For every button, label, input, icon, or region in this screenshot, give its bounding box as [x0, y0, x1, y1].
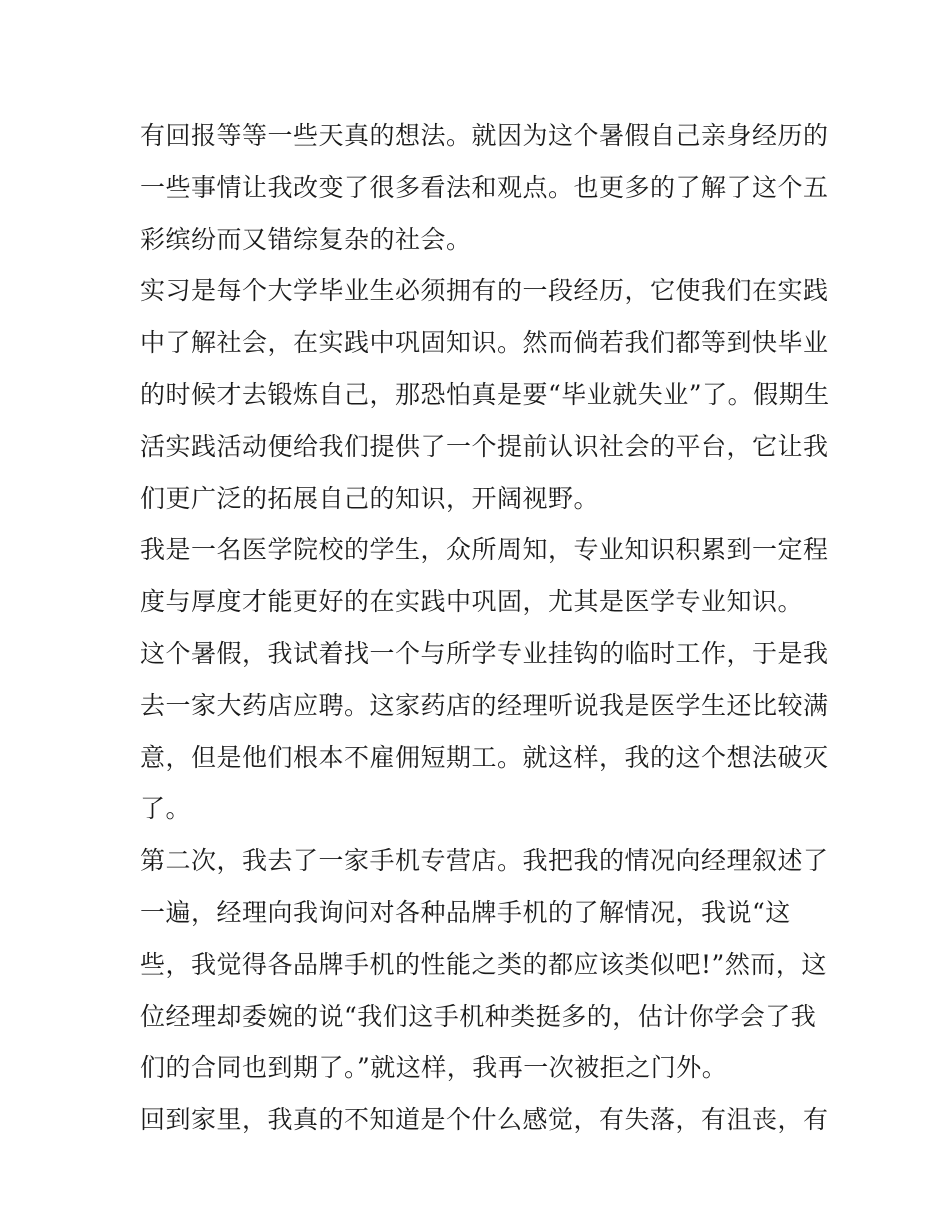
text-line: 意，但是他们根本不雇佣短期工。就这样，我的这个想法破灭	[140, 742, 829, 772]
text-line: 这个暑假，我试着找一个与所学专业挂钩的临时工作，于是我	[140, 638, 829, 668]
text-line: 位经理却委婉的说“我们这手机种类挺多的，估计你学会了我	[140, 1001, 817, 1031]
text-line: 的时候才去锻炼自己，那恐怕真是要“毕业就失业”了。假期生	[140, 379, 830, 409]
text-line: 彩缤纷而又错综复杂的社会。	[140, 224, 472, 254]
text-line: 了。	[140, 794, 192, 824]
text-line: 一些事情让我改变了很多看法和观点。也更多的了解了这个五	[140, 172, 829, 202]
text-line: 回到家里，我真的不知道是个什么感觉，有失落，有沮丧，有	[140, 1105, 829, 1135]
text-line: 中了解社会，在实践中巩固知识。然而倘若我们都等到快毕业	[140, 328, 829, 358]
text-line: 有回报等等一些天真的想法。就因为这个暑假自己亲身经历的	[140, 121, 829, 150]
text-line: 们的合同也到期了。”就这样，我再一次被拒之门外。	[140, 1053, 728, 1083]
text-line: 们更广泛的拓展自己的知识，开阔视野。	[140, 483, 600, 513]
text-line: 些，我觉得各品牌手机的性能之类的都应该类似吧!”然而，这	[140, 949, 827, 979]
text-line: 活实践活动便给我们提供了一个提前认识社会的平台，它让我	[140, 431, 829, 461]
text-line: 度与厚度才能更好的在实践中巩固，尤其是医学专业知识。	[140, 587, 804, 617]
text-line: 第二次，我去了一家手机专营店。我把我的情况向经理叙述了	[140, 846, 829, 876]
text-line: 实习是每个大学毕业生必须拥有的一段经历，它使我们在实践	[140, 276, 829, 306]
body-text	[140, 110, 830, 1146]
text-line: 我是一名医学院校的学生，众所周知，专业知识积累到一定程	[140, 535, 829, 565]
text-line: 一遍，经理向我询问对各种品牌手机的了解情况，我说“这	[140, 897, 791, 927]
text-line: 去一家大药店应聘。这家药店的经理听说我是医学生还比较满	[140, 690, 829, 720]
